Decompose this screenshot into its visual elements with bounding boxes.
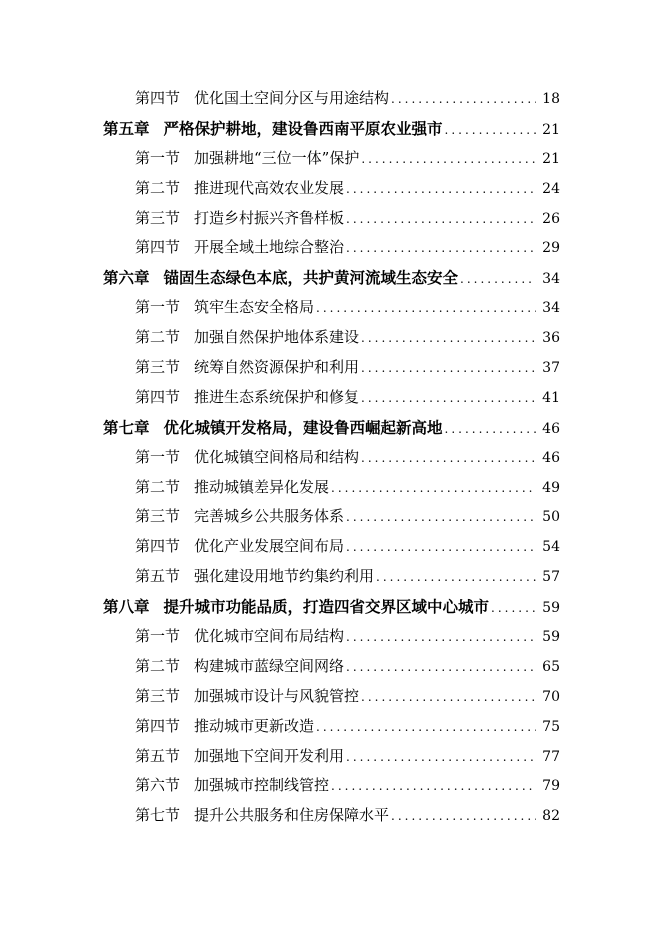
toc-dot-leader xyxy=(491,594,536,624)
toc-entry-number: 第三节 xyxy=(135,358,181,377)
toc-entry-title: 构建城市蓝绿空间网络 xyxy=(194,656,345,675)
toc-section-entry[interactable] xyxy=(0,293,560,323)
toc-page-number: 75 xyxy=(542,718,560,735)
toc-page-number: 37 xyxy=(542,360,560,377)
toc-entry-number: 第二节 xyxy=(135,178,181,197)
toc-entry-number: 第四节 xyxy=(135,89,181,107)
toc-section-entry[interactable] xyxy=(0,353,560,383)
toc-entry-title: 强化建设用地节约集约利用 xyxy=(194,567,375,586)
toc-entry-number: 第二节 xyxy=(135,477,181,496)
toc-page-number: 46 xyxy=(542,449,560,466)
toc-entry-number: 第四节 xyxy=(135,238,181,257)
toc-entry-label xyxy=(135,682,359,712)
toc-entry-label xyxy=(135,293,314,323)
toc-dot-leader xyxy=(316,294,536,324)
toc-dot-leader xyxy=(445,116,536,146)
toc-entry-number: 第一节 xyxy=(135,627,181,646)
toc-entry-number: 第四节 xyxy=(135,387,181,406)
toc-dot-leader xyxy=(376,563,536,593)
toc-dot-leader xyxy=(361,683,536,713)
toc-dot-leader xyxy=(346,743,536,773)
toc-dot-leader xyxy=(346,623,536,653)
toc-page-number: 54 xyxy=(542,539,560,556)
toc-entry-label xyxy=(135,174,344,204)
toc-dot-leader xyxy=(361,354,536,384)
toc-entry-number: 第八章 xyxy=(103,597,150,617)
toc-entry-title: 优化城市空间布局结构 xyxy=(194,627,345,646)
toc-page-number: 59 xyxy=(542,600,560,617)
toc-entry-title: 优化国土空间分区与用途结构 xyxy=(194,89,390,107)
toc-dot-leader xyxy=(361,324,536,354)
toc-entry-title: 筑牢生态安全格局 xyxy=(194,298,315,317)
toc-entry-title: 推动城市更新改造 xyxy=(194,716,315,735)
toc-dot-leader xyxy=(316,713,536,743)
toc-page-number: 34 xyxy=(542,300,560,317)
toc-entry-label xyxy=(135,771,329,801)
toc-page-number: 24 xyxy=(542,180,560,197)
toc-entry-title: 加强城市设计与风貌管控 xyxy=(194,686,360,705)
toc-dot-leader xyxy=(361,145,536,175)
toc-section-entry[interactable] xyxy=(0,742,560,772)
toc-entry-number: 第六章 xyxy=(103,268,150,288)
toc-entry-label xyxy=(135,502,344,532)
toc-entry-title: 提升城市功能品质，打造四省交界区域中心城市 xyxy=(163,597,490,617)
toc-entry-number: 第一节 xyxy=(135,298,181,317)
toc-entry-title: 推动城镇差异化发展 xyxy=(194,477,330,496)
toc-section-entry[interactable] xyxy=(0,712,560,742)
toc-entry-title: 推进生态系统保护和修复 xyxy=(194,387,360,406)
toc-dot-leader xyxy=(346,175,536,205)
toc-entry-title: 加强城市控制线管控 xyxy=(194,776,330,795)
toc-section-entry[interactable] xyxy=(0,84,560,114)
toc-entry-label xyxy=(135,622,344,652)
toc-entry-number: 第五节 xyxy=(135,567,181,586)
toc-section-entry[interactable] xyxy=(0,383,560,413)
toc-page-number: 34 xyxy=(542,271,560,288)
toc-section-entry[interactable] xyxy=(0,443,560,473)
toc-page-number: 21 xyxy=(542,121,560,138)
toc-entry-title: 优化城镇空间格局和结构 xyxy=(194,447,360,466)
toc-dot-leader xyxy=(331,474,536,504)
toc-entry-label xyxy=(135,383,359,413)
toc-dot-leader xyxy=(331,772,536,802)
toc-entry-title: 优化产业发展空间布局 xyxy=(194,537,345,556)
toc-chapter-entry[interactable] xyxy=(0,114,560,144)
toc-page-number: 26 xyxy=(542,210,560,227)
toc-entry-label xyxy=(135,204,344,234)
toc-dot-leader xyxy=(346,653,536,683)
toc-dot-leader xyxy=(391,85,536,115)
toc-entry-label xyxy=(135,473,329,503)
toc-entry-number: 第四节 xyxy=(135,716,181,735)
toc-page-number: 41 xyxy=(542,389,560,406)
toc-section-entry[interactable] xyxy=(0,323,560,353)
toc-entry-number: 第一节 xyxy=(135,447,181,466)
toc-dot-leader xyxy=(346,234,536,264)
toc-section-entry[interactable] xyxy=(0,562,560,592)
toc-entry-number: 第五节 xyxy=(135,746,181,765)
toc-page-number: 82 xyxy=(542,808,560,825)
toc-entry-title: 加强耕地“三位一体”保护 xyxy=(194,148,360,167)
toc-page-number: 59 xyxy=(542,629,560,646)
toc-section-entry[interactable] xyxy=(0,682,560,712)
toc-entry-title: 加强地下空间开发利用 xyxy=(194,746,345,765)
toc-entry-label xyxy=(135,712,314,742)
toc-entry-number: 第二节 xyxy=(135,656,181,675)
toc-entry-number: 第一节 xyxy=(135,148,181,167)
toc-chapter-entry[interactable] xyxy=(0,413,560,443)
toc-page-number: 46 xyxy=(542,420,560,437)
toc-dot-leader xyxy=(445,415,536,445)
toc-entry-title: 加强自然保护地体系建设 xyxy=(194,328,360,347)
toc-section-entry[interactable] xyxy=(0,174,560,204)
toc-page-number: 65 xyxy=(542,658,560,675)
toc-dot-leader xyxy=(391,802,536,832)
toc-entry-label xyxy=(135,742,344,772)
toc-section-entry[interactable] xyxy=(0,622,560,652)
toc-entry-number: 第五章 xyxy=(103,118,150,138)
toc-page-number: 36 xyxy=(542,330,560,347)
toc-entry-label xyxy=(135,443,359,473)
toc-entry-number: 第二节 xyxy=(135,328,181,347)
toc-page-number: 70 xyxy=(542,688,560,705)
toc-entry-label xyxy=(135,353,359,383)
toc-section-entry[interactable] xyxy=(0,532,560,562)
toc-chapter-entry[interactable] xyxy=(0,592,560,622)
toc-section-entry[interactable] xyxy=(0,502,560,532)
toc-entry-label xyxy=(135,323,359,353)
toc-section-entry[interactable] xyxy=(0,204,560,234)
toc-entry-number: 第六节 xyxy=(135,776,181,795)
toc-dot-leader xyxy=(346,503,536,533)
toc-entry-label xyxy=(135,233,344,263)
toc-page-number: 29 xyxy=(542,240,560,257)
toc-page-number: 79 xyxy=(542,778,560,795)
toc-entry-title: 打造乡村振兴齐鲁样板 xyxy=(194,208,345,227)
toc-entry-number: 第七节 xyxy=(135,806,181,825)
toc-entry-title: 完善城乡公共服务体系 xyxy=(194,507,345,526)
toc-section-entry[interactable] xyxy=(0,771,560,801)
toc-entry-title: 优化城镇开发格局，建设鲁西崛起新高地 xyxy=(163,417,443,437)
toc-entry-label xyxy=(135,562,374,592)
toc-chapter-entry[interactable] xyxy=(0,263,560,293)
toc-entry-number: 第四节 xyxy=(135,537,181,556)
table-of-contents xyxy=(0,84,662,831)
toc-dot-leader xyxy=(460,265,536,295)
toc-entry-title: 开展全域土地综合整治 xyxy=(194,238,345,257)
toc-page-number: 57 xyxy=(542,569,560,586)
toc-section-entry[interactable] xyxy=(0,233,560,263)
toc-dot-leader xyxy=(346,205,536,235)
toc-entry-label xyxy=(103,592,489,622)
toc-dot-leader xyxy=(361,384,536,414)
toc-entry-label xyxy=(135,652,344,682)
toc-entry-title: 锚固生态绿色本底，共护黄河流域生态安全 xyxy=(163,268,459,288)
toc-entry-number: 第三节 xyxy=(135,208,181,227)
toc-page-number: 77 xyxy=(542,748,560,765)
toc-dot-leader xyxy=(346,533,536,563)
toc-entry-label xyxy=(135,144,359,174)
toc-entry-number: 第三节 xyxy=(135,507,181,526)
toc-section-entry[interactable] xyxy=(0,144,560,174)
toc-page-number: 50 xyxy=(542,509,560,526)
toc-entry-label xyxy=(103,263,458,293)
toc-section-entry[interactable] xyxy=(0,801,560,831)
toc-entry-number: 第七章 xyxy=(103,417,150,437)
toc-section-entry[interactable] xyxy=(0,473,560,503)
toc-entry-title: 推进现代高效农业发展 xyxy=(194,178,345,197)
toc-section-entry[interactable] xyxy=(0,652,560,682)
toc-page-number: 49 xyxy=(542,479,560,496)
toc-dot-leader xyxy=(361,444,536,474)
toc-entry-title: 严格保护耕地，建设鲁西南平原农业强市 xyxy=(163,118,443,138)
toc-entry-label xyxy=(135,532,344,562)
toc-entry-label xyxy=(135,84,389,114)
toc-page-number: 21 xyxy=(542,150,560,167)
toc-entry-number: 第三节 xyxy=(135,686,181,705)
toc-entry-title: 提升公共服务和住房保障水平 xyxy=(194,806,390,825)
toc-entry-label xyxy=(103,114,443,144)
toc-entry-title: 统筹自然资源保护和利用 xyxy=(194,358,360,377)
toc-entry-label xyxy=(103,413,443,443)
toc-page-number: 18 xyxy=(542,91,560,107)
toc-entry-label xyxy=(135,801,389,831)
